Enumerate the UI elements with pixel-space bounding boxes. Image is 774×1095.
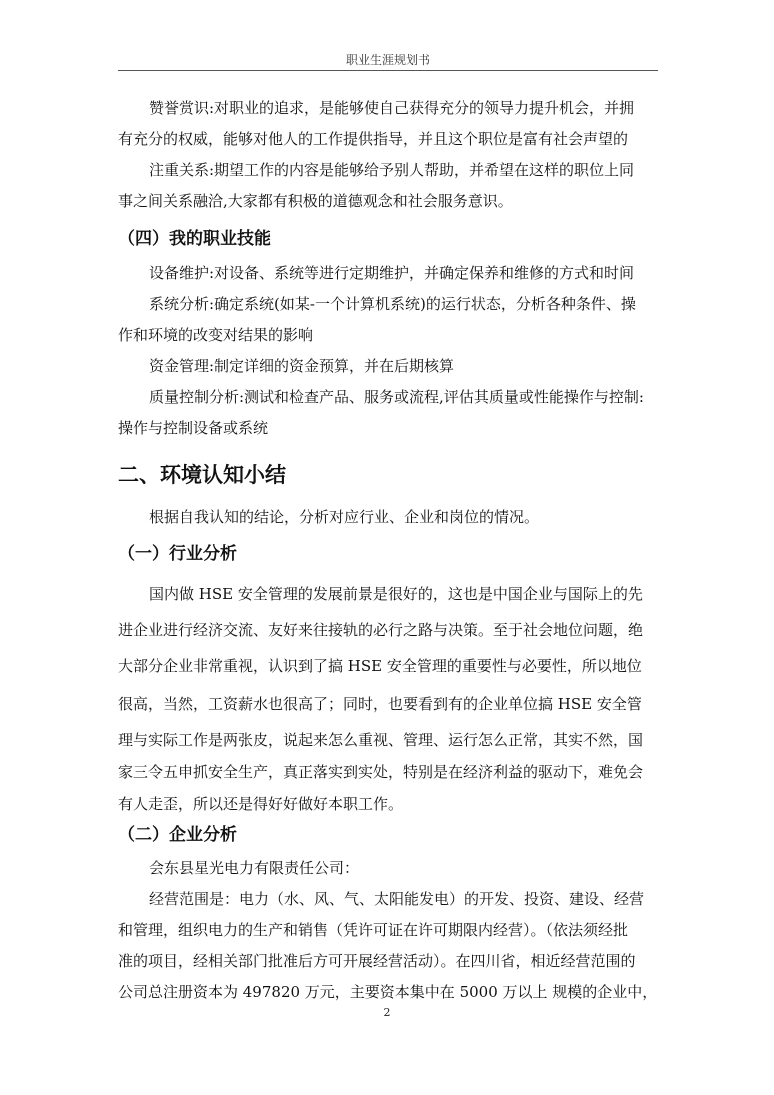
- paragraph-line: 家三令五申抓安全生产，真正落实到实处，特别是在经济利益的驱动下，难免会: [118, 763, 644, 781]
- chapter-heading-environment: 二、环境认知小结: [118, 463, 286, 487]
- page-number: 2: [383, 1006, 391, 1019]
- paragraph-line: 设备维护:对设备、系统等进行定期维护，并确定保养和维修的方式和时间: [149, 264, 635, 282]
- header-divider: [118, 70, 658, 71]
- paragraph-line: 注重关系:期望工作的内容是能够给予别人帮助，并希望在这样的职位上同: [149, 161, 635, 179]
- paragraph-line: 有充分的权威，能够对他人的工作提供指导，并且这个职位是富有社会声望的: [118, 130, 629, 148]
- paragraph-line: 会东县星光电力有限责任公司：: [149, 859, 360, 877]
- paragraph-line: 有人走歪，所以还是得好好做好本职工作。: [118, 795, 404, 813]
- paragraph-line: 大部分企业非常重视，认识到了搞 HSE 安全管理的重要性与必要性，所以地位: [118, 657, 642, 675]
- paragraph-line: 事之间关系融洽,大家都有积极的道德观念和社会服务意识。: [118, 192, 513, 210]
- paragraph-line: 赞誉赏识:对职业的追求，是能够使自己获得充分的领导力提升机会，并拥: [149, 99, 635, 117]
- chapter-intro: 根据自我认知的结论，分析对应行业、企业和岗位的情况。: [149, 508, 540, 526]
- section-heading-industry: （一）行业分析: [118, 544, 237, 564]
- paragraph-line: 和管理，组织电力的生产和销售（凭许可证在许可期限内经营）。（依法须经批: [118, 921, 629, 939]
- paragraph-line: 系统分析:确定系统(如某-一个计算机系统)的运行状态，分析各种条件、操: [149, 295, 636, 313]
- page-header-title: 职业生涯规划书: [345, 53, 430, 67]
- paragraph-line: 质量控制分析:测试和检查产品、服务或流程,评估其质量或性能操作与控制:: [149, 388, 644, 406]
- paragraph-line: 进企业进行经济交流、友好来往接轨的必行之路与决策。至于社会地位问题，绝: [118, 621, 644, 639]
- paragraph-line: 公司总注册资本为 497820 万元，主要资本集中在 5000 万以上 规模的企业中，: [118, 983, 658, 1001]
- paragraph-line: 经营范围是：电力（水、风、气、太阳能发电）的开发、投资、建设、经营: [149, 890, 645, 908]
- paragraph-line: 作和环境的改变对结果的影响: [118, 326, 314, 344]
- paragraph-line: 操作与控制设备或系统: [118, 419, 269, 437]
- paragraph-line: 准的项目，经相关部门批准后方可开展经营活动）。在四川省，相近经营范围的: [118, 952, 636, 970]
- paragraph-line: 国内做 HSE 安全管理的发展前景是很好的，这也是中国企业与国际上的先: [149, 585, 643, 603]
- paragraph-line: 资金管理:制定详细的资金预算，并在后期核算: [149, 357, 455, 375]
- section-heading-enterprise: （二）企业分析: [118, 825, 237, 845]
- section-heading-skills: （四）我的职业技能: [118, 229, 271, 249]
- paragraph-line: 很高，当然，工资薪水也很高了；同时，也要看到有的企业单位搞 HSE 安全管: [118, 695, 642, 713]
- paragraph-line: 理与实际工作是两张皮，说起来怎么重视、管理、运行怎么正常，其实不然，国: [118, 731, 644, 749]
